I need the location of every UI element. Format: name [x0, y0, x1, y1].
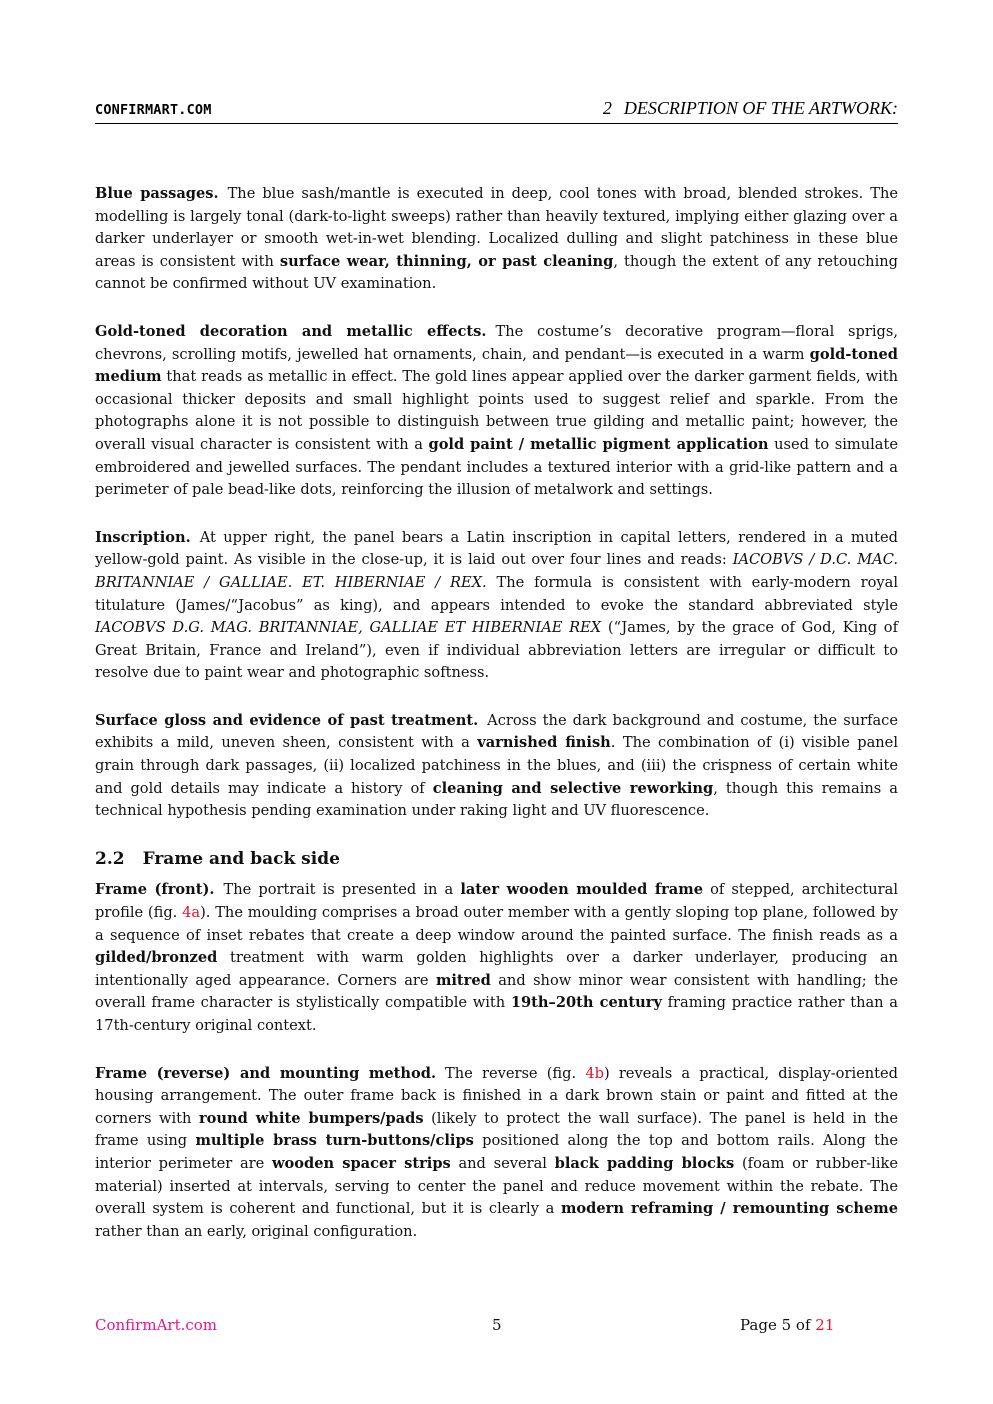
bold-text: black padding blocks [554, 1154, 735, 1172]
bold-text: multiple brass turn-buttons/clips [195, 1132, 474, 1150]
body-text: (likely to protect the wall surface). The panel is held in the frame using [95, 1109, 898, 1150]
bold-text: cleaning and selective reworking [432, 779, 714, 797]
italic-inscription-text: IACOBVS D.G. MAG. BRITANNIAE, GALLIAE ET HIBERNIAE REX [95, 619, 602, 637]
bold-text: gilded/bronzed [95, 949, 218, 967]
paragraph-frame-reverse [95, 1063, 898, 1244]
body-text: that reads as metallic in effect. The gold lines appear applied over the darker garment fields, with occasional thicker deposits and small highlight points used to suggest relief and sparkle. From the photographs alone it is not possible to distinguish between true gilding and metallic paint; however, the overall visual character is consistent with a [95, 368, 898, 453]
bold-text: gold paint / metallic pigment application [428, 435, 769, 453]
paragraph-blue-passages [95, 183, 898, 296]
italic-inscription-text: IACOBVS / D.C. MAC. BRITANNIAE / GALLIAE. ET. HIBERNIAE / REX. [95, 551, 898, 591]
running-section-title [603, 98, 898, 119]
running-header [95, 97, 898, 124]
paragraph-heading: Inscription. [95, 528, 191, 546]
body-text: of stepped, architectural profile (fig. [95, 881, 898, 922]
body-text: ). The moulding comprises a broad outer member with a gently sloping top plane, followed by a sequence of inset rebates that create a deep window around the painted surface. The finish reads as a [95, 904, 898, 944]
bold-text: modern reframing / remounting scheme [560, 1200, 898, 1218]
bold-text: gold-toned medium [95, 345, 898, 386]
body-text: Across the dark background and costume, the surface exhibits a mild, uneven sheen, consistent with a [95, 711, 898, 752]
page-body [95, 183, 898, 1268]
body-text: and several [450, 1154, 555, 1172]
paragraph-surface-gloss [95, 710, 898, 823]
body-text: . The combination of (i) visible panel grain through dark passages, (ii) localized patchiness in the blues, and (iii) the crispness of certain white and gold details may indicate a history of [95, 734, 898, 797]
last-page-link[interactable]: 21 [815, 1316, 835, 1334]
body-text: rather than an early, original configuration. [95, 1222, 418, 1240]
body-text: , though the extent of any retouching cannot be confirmed without UV examination. [95, 252, 898, 293]
bold-text: later wooden moulded frame [460, 881, 703, 899]
subsection-number: 2.2 [95, 848, 125, 869]
figure-ref-link-4b[interactable]: 4b [585, 1064, 604, 1082]
figure-ref-link-4a[interactable]: 4a [182, 904, 201, 922]
paragraph-gold-decoration [95, 321, 898, 502]
body-text: The portrait is presented in a [223, 881, 461, 899]
paragraph-heading: Frame (reverse) and mounting method. [95, 1064, 437, 1082]
bold-text: round white bumpers/pads [198, 1109, 424, 1127]
body-text: (“James, by the grace of God, King of Great Britain, France and Ireland”), even if individual abbreviation letters are irregular or difficult to resolve due to paint wear and photographic softness. [95, 619, 898, 682]
bold-text: wooden spacer strips [271, 1154, 451, 1172]
paragraph-heading: Blue passages. [95, 185, 219, 202]
body-text: The reverse (fig. [445, 1064, 586, 1082]
section-title: DESCRIPTION OF THE ARTWORK: [623, 98, 898, 118]
bold-text: surface wear, thinning, or past cleaning [279, 252, 614, 270]
subsection-heading [95, 848, 898, 871]
body-text: treatment with warm golden highlights over a darker underlayer, producing an intentionally aged appearance. Corners are [95, 949, 898, 989]
paragraph-heading: Gold-toned decoration and metallic effects. [95, 322, 487, 340]
bold-text: mitred [435, 971, 491, 989]
body-text: and show minor wear consistent with handling; the overall frame character is stylistically compatible with [95, 971, 898, 1012]
body-text: ) reveals a practical, display-oriented housing arrangement. The outer frame back is finished in a dark brown stain or paint and fitted at the corners with [95, 1064, 898, 1127]
page-count-prefix: Page 5 of [740, 1316, 816, 1334]
body-text: The costume’s decorative program—floral sprigs, chevrons, scrolling motifs, jewelled hat ornaments, chain, and pendant—is executed in a warm [95, 322, 898, 363]
bold-text: 19th–20th century [510, 994, 662, 1012]
footer-site-link[interactable]: ConfirmArt.com [95, 1316, 218, 1334]
body-text: used to simulate embroidered and jewelled surfaces. The pendant includes a textured interior with a grid-like pattern and a perimeter of pale bead-like dots, reinforcing the illusion of metalwork and settings. [95, 435, 899, 499]
paragraph-heading: Frame (front). [95, 881, 215, 899]
body-text: The blue sash/mantle is executed in deep, cool tones with broad, blended strokes. The modelling is largely tonal (dark-to-light sweeps) rather than heavily textured, implying either glazing over a darker underlayer or smooth wet-in-wet blending. Localized dulling and slight patchiness in these blue areas is consistent with [95, 185, 898, 270]
subsection-title: Frame and back side [142, 848, 340, 869]
body-text: (foam or rubber-like material) inserted at intervals, serving to center the panel and reduce movement within the rebate. The overall system is coherent and functional, but it is clearly a [95, 1154, 898, 1218]
paragraph-frame-front [95, 879, 898, 1037]
page-footer [95, 1316, 898, 1338]
site-logo[interactable]: CONFIRMART.COM [95, 102, 212, 118]
footer-page-number: 5 [492, 1316, 502, 1334]
body-text: positioned along the top and bottom rails. Along the interior perimeter are [95, 1132, 898, 1172]
body-text: framing practice rather than a 17th-century original context. [95, 994, 898, 1034]
paragraph-inscription [95, 527, 898, 685]
body-text: The formula is consistent with early-modern royal titulature (James/“Jacobus” as king), and appears intended to evoke the standard abbreviated style [95, 573, 898, 614]
body-text: At upper right, the panel bears a Latin inscription in capital letters, rendered in a muted yellow-gold paint. As visible in the close-up, it is laid out over four lines and reads: [95, 528, 898, 569]
section-number: 2 [602, 98, 612, 118]
paragraph-heading: Surface gloss and evidence of past treatment. [95, 711, 479, 729]
footer-page-count [740, 1316, 834, 1334]
body-text: , though this remains a technical hypothesis pending examination under raking light and UV fluorescence. [95, 779, 898, 820]
bold-text: varnished finish [477, 734, 611, 752]
